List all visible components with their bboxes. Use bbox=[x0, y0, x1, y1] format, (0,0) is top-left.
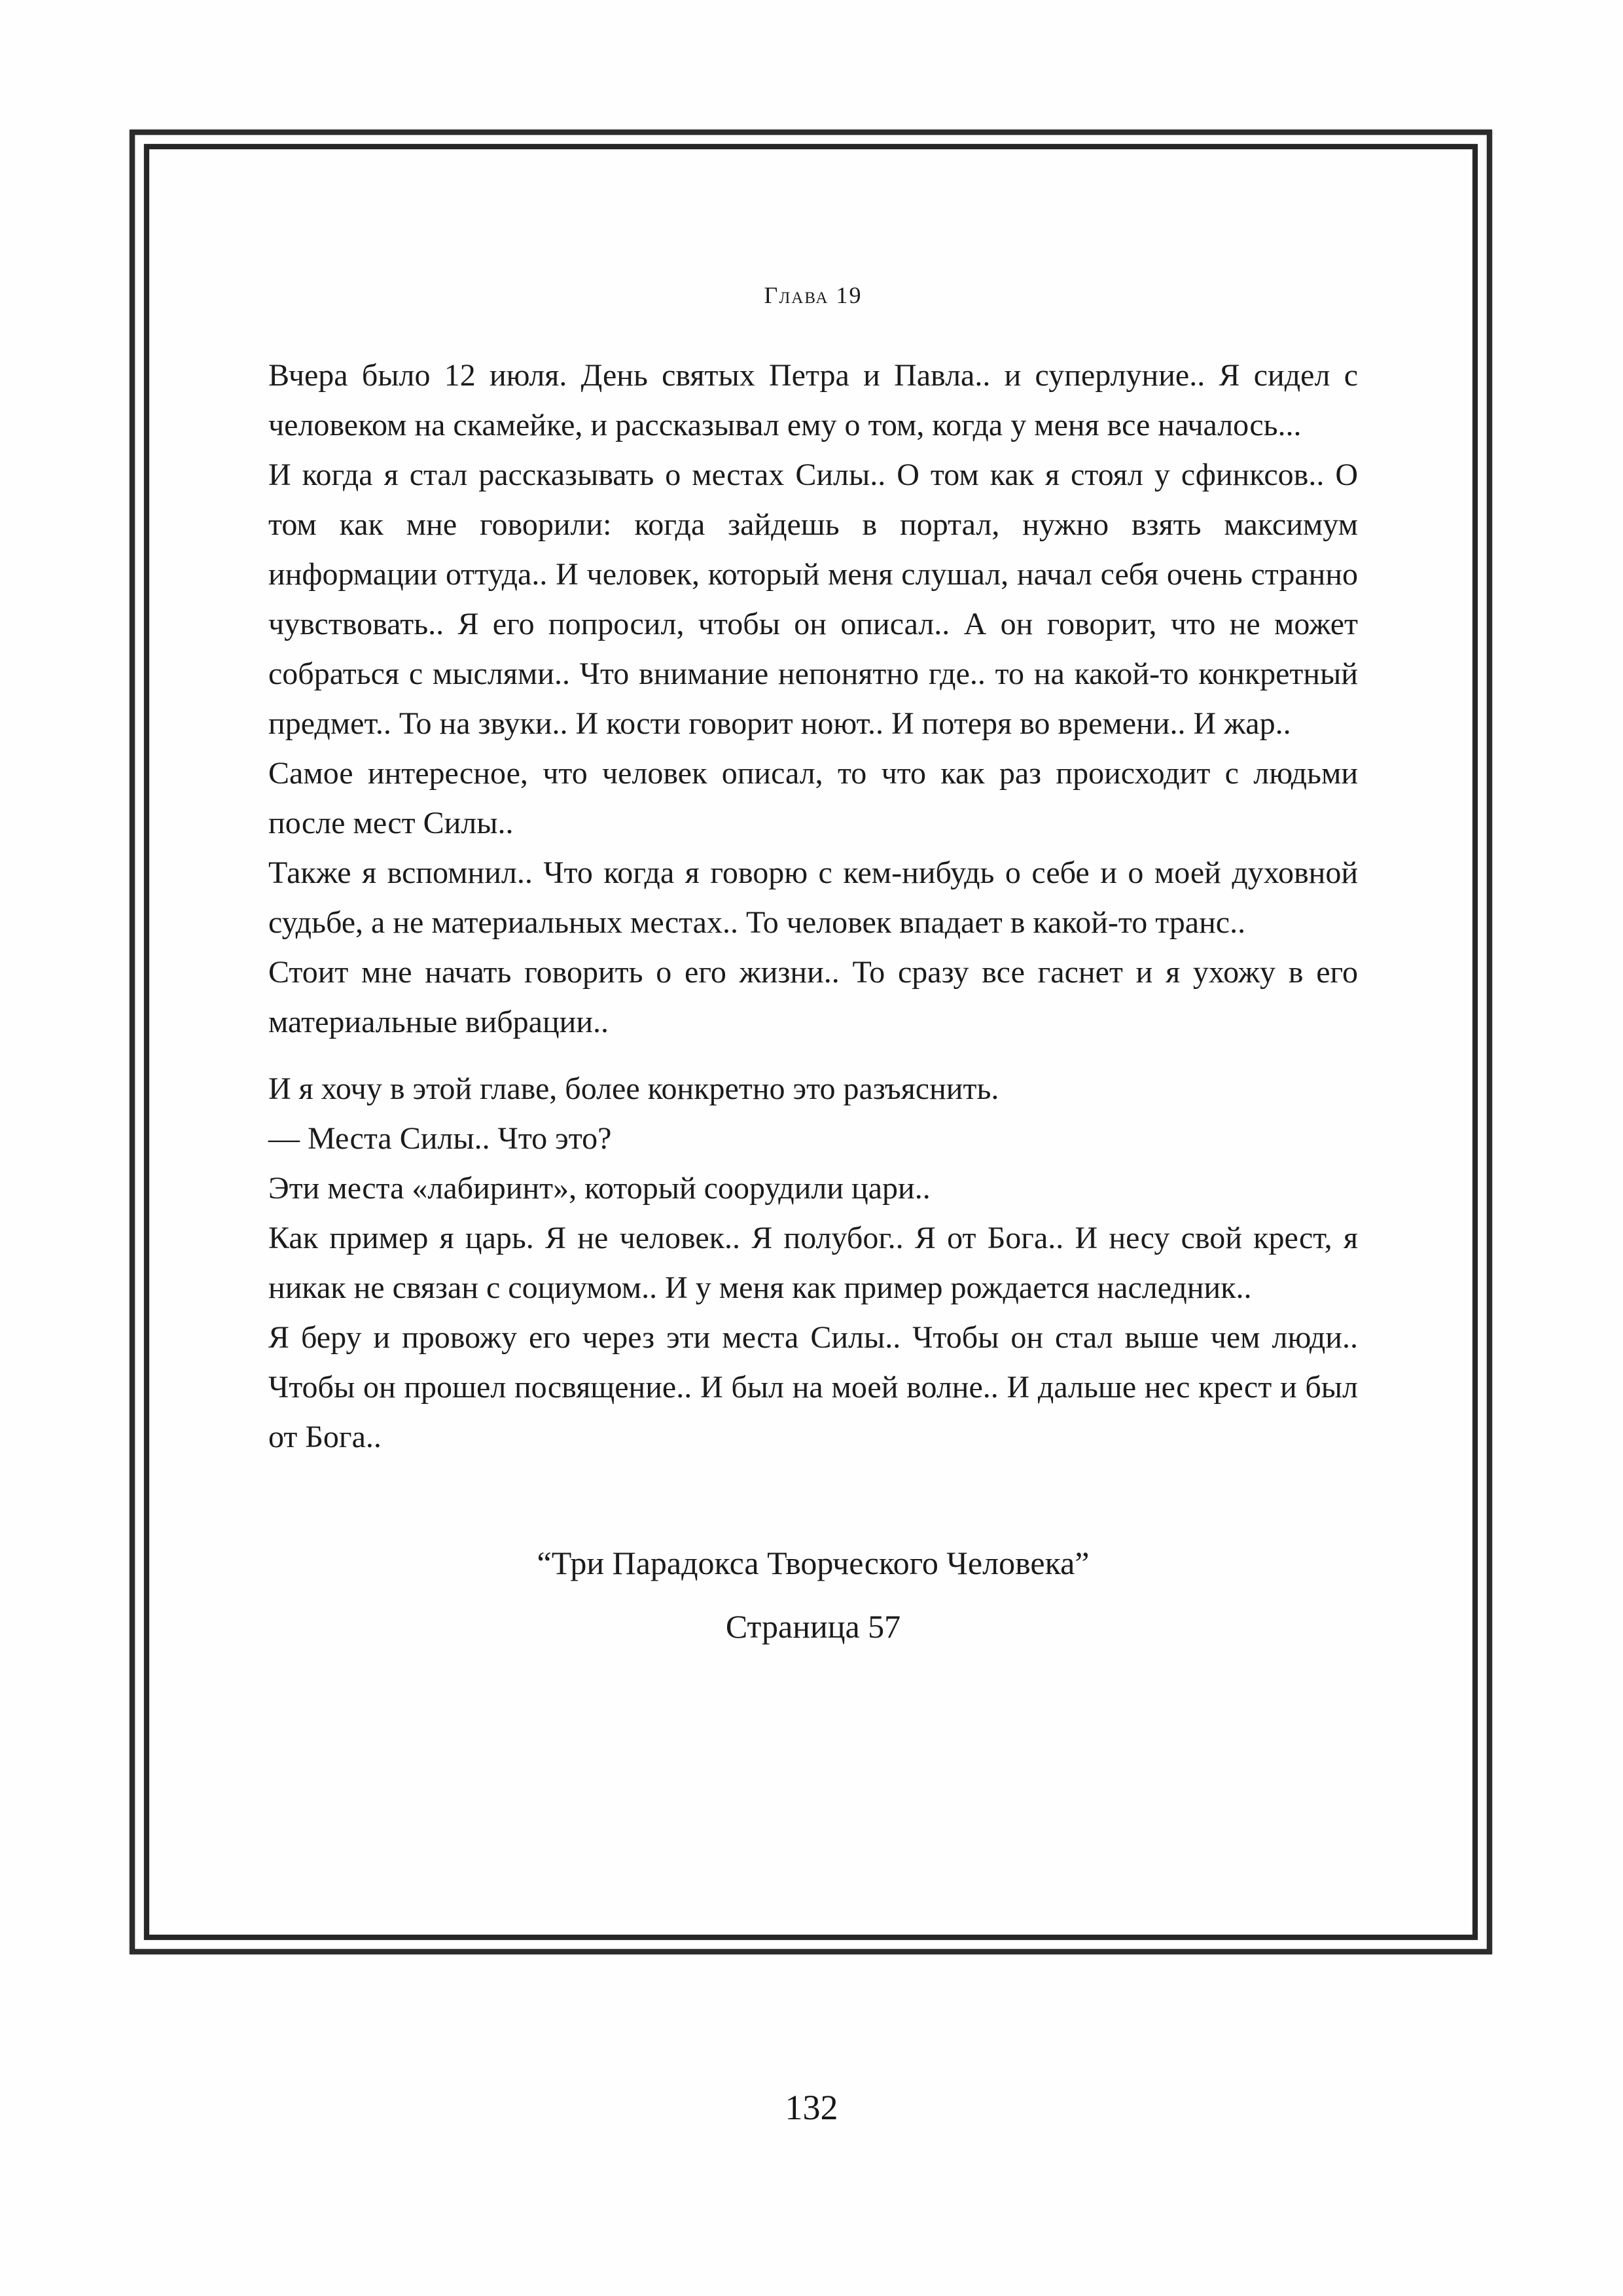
paragraph-1: Вчера было 12 июля. День святых Петра и Павла.. и суперлуние.. Я сидел с человеком на скамейке, и рассказывал ему о том, когда у меня все началось... bbox=[268, 358, 1358, 442]
page-number: 132 bbox=[785, 2088, 838, 2127]
paragraph-3: Самое интересное, что человек описал, то что как раз происходит с людьми после мест Силы.. bbox=[268, 756, 1358, 840]
body-text bbox=[268, 351, 1358, 1462]
paragraph-7: — Места Силы.. Что это? bbox=[268, 1121, 612, 1156]
chapter-heading: Глава 19 bbox=[764, 282, 863, 308]
paragraph-10: Я беру и провожу его через эти места Силы.. Чтобы он стал выше чем люди.. Чтобы он прошел посвящение.. И был на моей волне.. И дальше нес крест и был от Бога.. bbox=[268, 1320, 1358, 1454]
book-citation bbox=[268, 1532, 1358, 1659]
paragraph-8: Эти места «лабиринт», который соорудили цари.. bbox=[268, 1171, 931, 1206]
paragraph-5: Стоит мне начать говорить о его жизни.. То сразу все гаснет и я ухожу в его материальные вибрации.. bbox=[268, 955, 1358, 1039]
paragraph-6: И я хочу в этой главе, более конкретно это разъяснить. bbox=[268, 1071, 999, 1106]
page-content bbox=[268, 0, 1358, 1659]
citation-page-ref: Страница 57 bbox=[725, 1608, 901, 1645]
paragraph-4: Также я вспомнил.. Что когда я говорю с кем-нибудь о себе и о моей духовной судьбе, а не материальных местах.. То человек впадает в какой-то транс.. bbox=[268, 855, 1358, 940]
paragraph-2: И когда я стал рассказывать о местах Силы.. О том как я стоял у сфинксов.. О том как мне говорили: когда зайдешь в портал, нужно взять максимум информации оттуда.. И человек, который меня слушал, начал себя очень странно чувствовать.. Я его попросил, чтобы он описал.. А он говорит, что не может собраться с мыслями.. Что внимание непонятно где.. то на какой-то конкретный предмет.. То на звуки.. И кости говорит ноют.. И потеря во времени.. И жар.. bbox=[268, 457, 1358, 741]
citation-title: “Три Парадокса Творческого Человека” bbox=[537, 1545, 1090, 1581]
paragraph-9: Как пример я царь. Я не человек.. Я полубог.. Я от Бога.. И несу свой крест, я никак не связан с социумом.. И у меня как пример рождается наследник.. bbox=[268, 1221, 1358, 1305]
